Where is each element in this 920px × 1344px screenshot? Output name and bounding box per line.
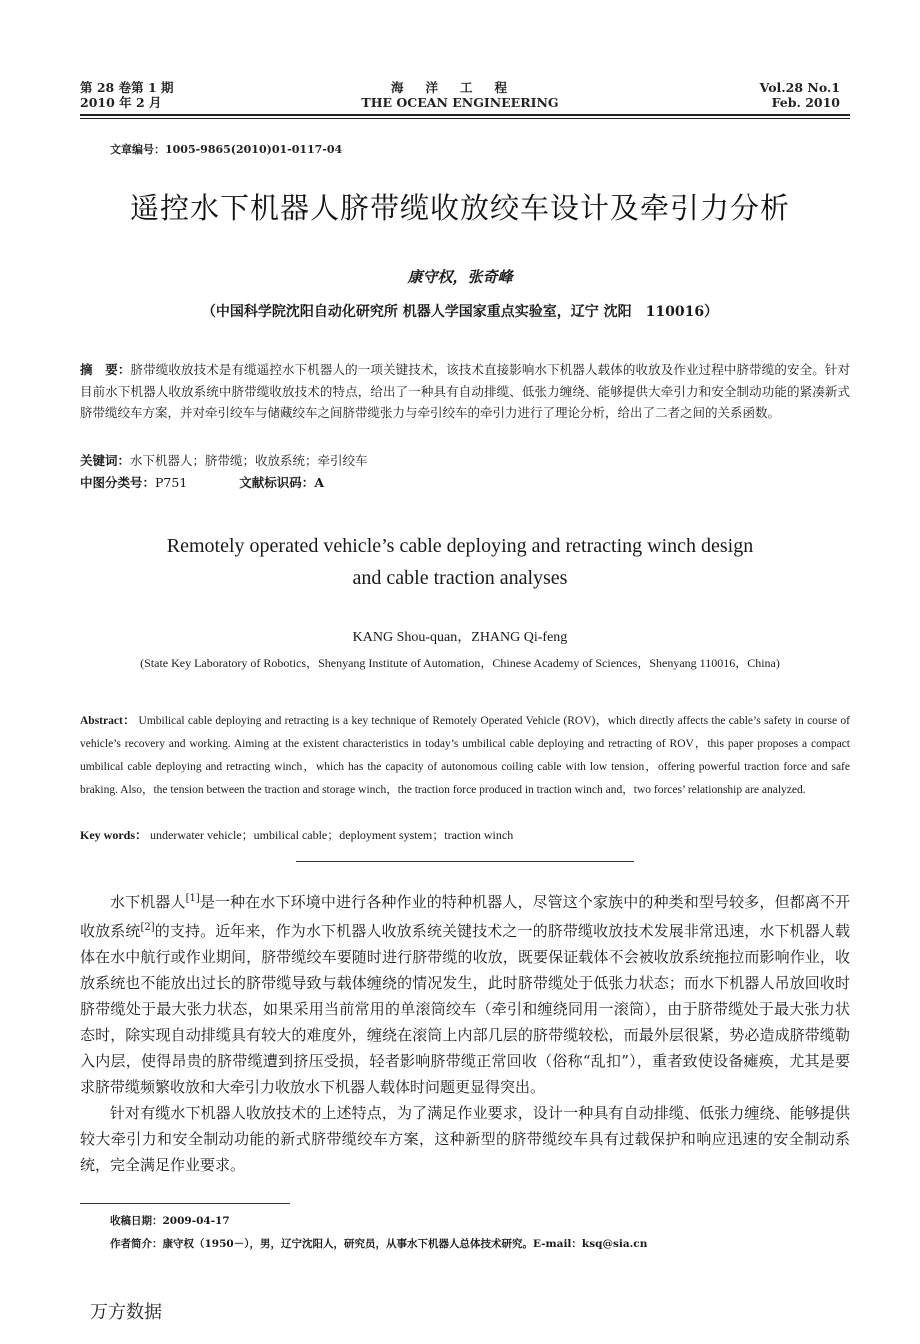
issue-date-en: Feb. 2010: [771, 95, 840, 110]
body-text-run: 水下机器人: [110, 893, 186, 911]
keywords-zh-label: 关键词：: [80, 453, 131, 468]
clc-value: P751: [155, 475, 188, 490]
body-text-run: 的支持。近年来，作为水下机器人收放系统关键技术之一的脐带缆收放技术发展非常迅速，水下机器人载体在水中航行或作业期间，脐带缆绞车要随时进行脐带缆的收放，既要保证载体不会被收放系统拖拉而影响作业，收放系统也不能放出过长的脐带缆导致与载体缠绕的情况发生，此时脐带缆处于低张力状态；而水下机器人吊放回收时脐带缆处于最大张力状态，如果采用当前常用的单滚筒绞车（牵引和缠绕同用一滚筒），由于脐带缆处于最大张力状态时，除实现自动排缆具有较大的难度外，缠绕在滚筒上内部几层的脐带缆较松，而最外层很紧，势必造成脐带缆勒入内层，使得昂贵的脐带缆遭到挤压受损，轻者影响脐带缆正常回收（俗称“乱扣”），重者致使设备瘫痪，尤其是要求脐带缆频繁收放和大牵引力收放水下机器人载体时问题更显得突出。: [80, 922, 850, 1096]
clc-label: 中图分类号：: [80, 475, 156, 490]
header-rule-thin: [80, 118, 850, 119]
keywords-en: [80, 826, 513, 843]
citation-ref[interactable]: [2]: [140, 922, 155, 933]
citation-ref[interactable]: [1]: [185, 893, 200, 904]
header-rule: [80, 114, 850, 116]
article-number: 文章编号：1005-9865(2010)01-0117-04: [110, 143, 343, 156]
volume-issue-en: Vol.28 No.1: [759, 80, 840, 95]
keywords-en-label: Key words：: [80, 828, 147, 842]
affiliation-zh: （中国科学院沈阳自动化研究所 机器人学国家重点实验室，辽宁 沈阳 110016）: [201, 304, 719, 320]
keywords-zh: [80, 451, 368, 469]
journal-name-en: THE OCEAN ENGINEERING: [361, 95, 559, 110]
abstract-en: [80, 710, 850, 802]
section-separator: [296, 861, 634, 862]
abstract-zh-label: 摘 要：: [80, 362, 131, 377]
author-bio: 作者简介：康守权（1950－），男，辽宁沈阳人，研究员，从事水下机器人总体技术研究。E-mail：ksq@sia.cn: [110, 1238, 648, 1250]
abstract-zh: [80, 359, 850, 424]
doc-code-value: A: [314, 475, 325, 490]
authors-en: KANG Shou-quan，ZHANG Qi-feng: [352, 630, 568, 645]
issue-date: 2010 年 2 月: [80, 95, 162, 110]
abstract-zh-text: 脐带缆收放技术是有缆遥控水下机器人的一项关键技术，该技术直接影响水下机器人载体的收放及作业过程中脐带缆的安全。针对目前水下机器人收放系统中脐带缆收放技术的特点，给出了一种具有自动排缆、低张力缠绕、能够提供大牵引力和安全制动功能的紧凑新式脐带缆绞车方案，并对牵引绞车与储藏绞车之间脐带缆张力与牵引绞车的牵引力进行了理论分析，给出了二者之间的关系函数。: [80, 362, 850, 420]
paper-title-en-line1: Remotely operated vehicle’s cable deploying and retracting winch design: [166, 535, 754, 557]
keywords-en-text: underwater vehicle；umbilical cable；deployment system；traction winch: [147, 828, 514, 842]
paper-title-zh: 遥控水下机器人脐带缆收放绞车设计及牵引力分析: [129, 191, 790, 225]
body-paragraph: [80, 886, 850, 1100]
affiliation-en: (State Key Laboratory of Robotics，Shenyang Institute of Automation，Chinese Academy of Sciences，Shenyang 110016，China): [140, 656, 780, 670]
abstract-en-label: Abstract：: [80, 715, 136, 727]
footnote-rule: [80, 1203, 290, 1204]
body-text-run: 是一种在水下环境中进行各种作业的特种机器人，尽管这个家族中的种类和型号较多，但都离不开收放系统: [80, 893, 850, 940]
volume-issue: 第 28 卷第 1 期: [80, 80, 174, 95]
journal-name-zh: 海洋工程: [390, 80, 529, 95]
received-date: 收稿日期：2009-04-17: [110, 1215, 230, 1227]
body-text: [80, 886, 850, 1178]
watermark: 万方数据: [90, 1302, 162, 1323]
abstract-en-text: Umbilical cable deploying and retracting is a key technique of Remotely Operated Vehicle (ROV)，which directly affects the cable’s safety in course of vehicle’s recovery and working. Aiming at the existent characteristics in today’s umbilical cable deploying and retracting of ROV，this paper proposes a compact umbilical cable deploying and retracting winch，which has the capacity of autonomous coiling cable with low tension，offering powerful traction force and safe braking. Also，the tension between the traction and storage winch，the traction force produced in traction winch and，two forces’ relationship are analyzed.: [80, 715, 850, 796]
body-paragraph: 针对有缆水下机器人收放技术的上述特点，为了满足作业要求，设计一种具有自动排缆、低张力缠绕、能够提供较大牵引力和安全制动功能的新式脐带缆绞车方案，这种新型的脐带缆绞车具有过载保护和响应迅速的安全制动系统，完全满足作业要求。: [80, 1104, 850, 1174]
classification: [80, 473, 324, 491]
paper-title-en: [0, 530, 920, 594]
keywords-zh-text: 水下机器人；脐带缆；收放系统；牵引绞车: [130, 453, 368, 468]
doc-code-label: 文献标识码：: [239, 475, 315, 490]
journal-issue-info-en: [760, 80, 840, 110]
paper-title-en-line2: and cable traction analyses: [352, 567, 568, 589]
authors-zh: 康守权，张奇峰: [407, 268, 513, 286]
